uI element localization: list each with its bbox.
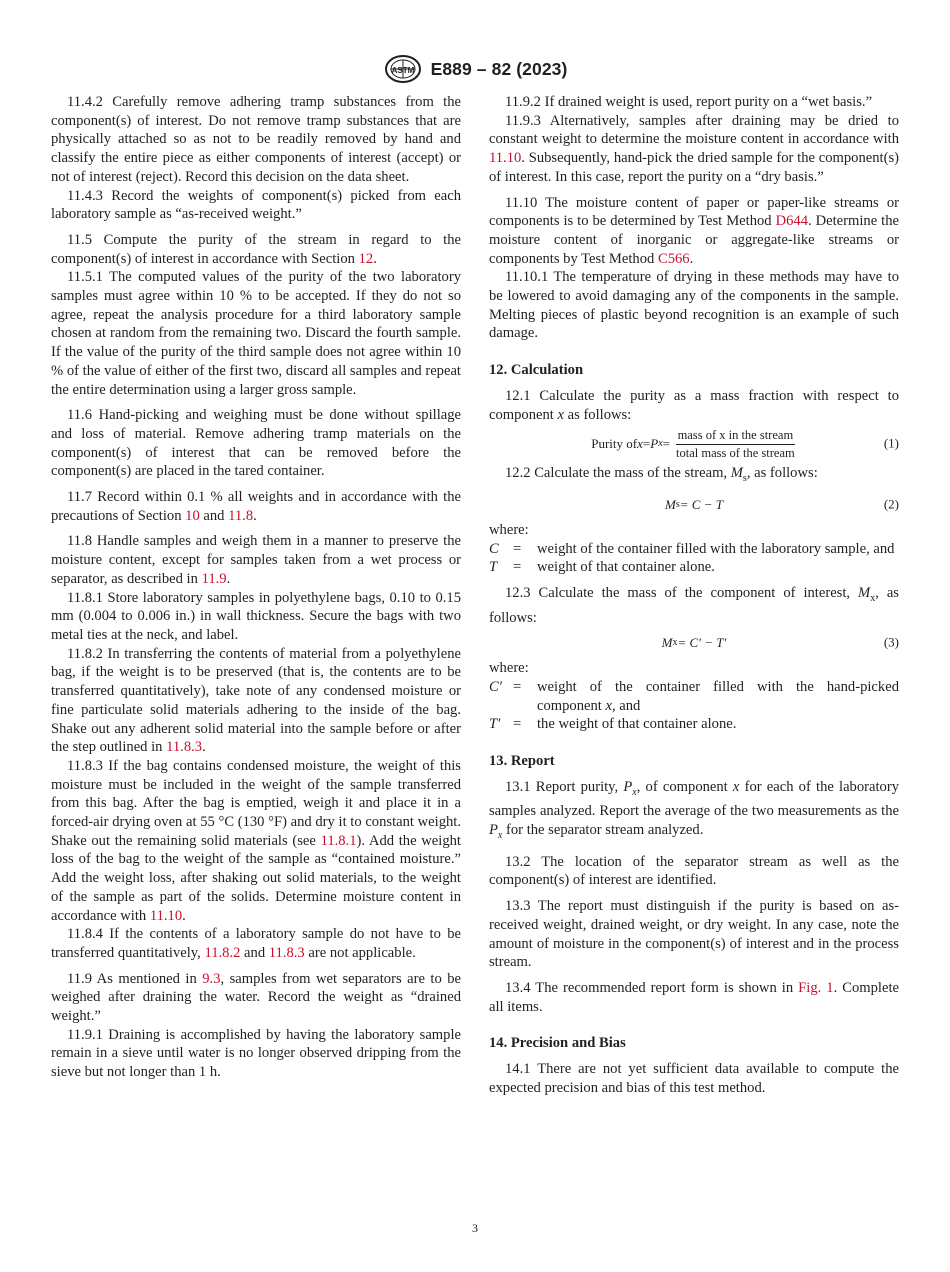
para-11-9-2: 11.9.2 If drained weight is used, report purity on a “wet basis.” xyxy=(505,94,873,110)
para-11-9-1: 11.9.1 Draining is accomplished by having the laboratory sample remain in a sieve until water is no longer observed dripping from the sieve but not longer than 1 h. xyxy=(51,1026,461,1081)
para-11-7: 11.7 Record within 0.1 % all weights and in accordance with the precautions of Section 10 and 11.8. xyxy=(51,489,461,524)
para-11-6: 11.6 Hand-picking and weighing must be done without spillage and loss of material. Remove adhering tramp materials on the component(s) of interest that can be removed before the component(s) are placed in the tared container. xyxy=(51,407,461,480)
link-11-8[interactable]: 11.8 xyxy=(228,507,254,524)
link-11-8-2[interactable]: 11.8.2 xyxy=(204,944,241,961)
para-11-9-3: 11.9.3 Alternatively, samples after draining may be dried to constant weight to determine the moisture content in accordance with 11.10. Subsequently, hand-pick the dried sample for the component(s) of interest. In this case, report the purity on a “dry basis.” xyxy=(489,112,899,185)
astm-logo-icon xyxy=(383,54,423,84)
para-11-9: 11.9 As mentioned in 9.3, samples from wet separators are to be weighed after draining the water. Record the weight as “drained weight.” xyxy=(51,970,461,1025)
page-header xyxy=(0,54,950,84)
where-item: T′ = the weight of that container alone. xyxy=(489,716,737,733)
link-11-9[interactable]: 11.9 xyxy=(201,570,227,587)
link-c566[interactable]: C566 xyxy=(657,250,690,267)
link-11-10-b[interactable]: 11.10 xyxy=(489,150,522,167)
para-11-10-1: 11.10.1 The temperature of drying in these methods may have to be lowered to avoid damaging any of the components in the sample. Melting pieces of plastic beyond recognition is an example of such damage. xyxy=(489,269,899,342)
para-11-8-1: 11.8.1 Store laboratory samples in polyethylene bags, 0.10 to 0.15 mm (0.004 to 0.006 in.) in wall thickness. Secure the bags with two metal ties at the neck, and label. xyxy=(51,589,461,643)
link-11-8-3-b[interactable]: 11.8.3 xyxy=(268,944,305,961)
link-11-10[interactable]: 11.10 xyxy=(149,907,183,924)
para-13-2: 13.2 The location of the separator stream as well as the component(s) of interest are identified. xyxy=(489,853,899,889)
where-item: C′ = weight of the container filled with the hand-picked component x, and xyxy=(489,678,899,714)
para-11-4-2: 11.4.2 Carefully remove adhering tramp substances from the component(s) of interest. Do not remove tramp substances that are physically attached so as not to be readily removed by hand and classify the entire piece as either components of interest (accept) or not of interest (reject). Record this decision on the data sheet. xyxy=(51,94,461,185)
equation-3-number: (3) xyxy=(883,634,899,650)
section-12-heading: 12. Calculation xyxy=(489,362,584,379)
link-11-8-1[interactable]: 11.8.1 xyxy=(320,832,357,849)
para-11-10: 11.10 The moisture content of paper or paper-like streams or components is to be determined by Test Method D644. Determine the moisture content of inorganic or aggregate-like streams or components by Test Method C566. xyxy=(489,194,899,267)
where-item: T = weight of that container alone. xyxy=(489,559,715,576)
where-list-2 xyxy=(489,678,899,734)
para-11-5: 11.5 Compute the purity of the stream in regard to the component(s) of interest in accordance with Section 12. xyxy=(51,231,461,267)
para-12-1: 12.1 Calculate the purity as a mass fraction with respect to component x as follows: xyxy=(489,387,899,423)
para-11-5-1: 11.5.1 The computed values of the purity of the two laboratory samples must agree within 10 % to be accepted. If they do not so agree, repeat the analysis procedure for a third laboratory sample chosen at random from the remaining two. Discard the fourth sample. If the value of the purity of the third sample does not agree within 10 % of the value of either of the first two, discard all samples and repeat the entire determination using a larger gross sample. xyxy=(51,269,461,398)
para-11-8-3: 11.8.3 If the bag contains condensed moisture, the weight of this moisture must be included in the weight of the sample transferred from this bag. After the bag is emptied, weigh it and place it in a forced-air drying oven at 55 °C (130 °F) and dry it to constant weight. Shake out the remaining solid materials (see 11.8.1). Add the weight loss of the bag to the weight of the sample as “contained moisture.” Add the weight loss, after shaking out solid materials, to the weight of the sample as part of the solids. Determine moisture content in accordance with 11.10. xyxy=(51,757,461,924)
section-14-heading: 14. Precision and Bias xyxy=(489,1035,626,1052)
where-label-1: where: xyxy=(489,521,529,538)
where-item: C = weight of the container filled with the laboratory sample, and xyxy=(489,540,895,557)
svg-text:ASTM: ASTM xyxy=(391,66,414,75)
where-list-1 xyxy=(489,540,899,577)
para-12-3: 12.3 Calculate the mass of the component of interest, $M_x$, as follows: xyxy=(489,584,899,626)
link-11-8-3[interactable]: 11.8.3 xyxy=(166,739,203,756)
where-label-2: where: xyxy=(489,660,529,677)
left-column xyxy=(51,93,461,1082)
para-11-8-2: 11.8.2 In transferring the contents of material from a polyethylene bag, if the weight is to be preserved (that is, the contents are to be transferred quantitatively), take note of any condensed moisture or fine particulate solid materials adhering to the inside of the bag. Shake out any adherent solid material into the sample before or after the step outlined in 11.8.3. xyxy=(51,645,461,756)
para-13-4: 13.4 The recommended report form is shown in Fig. 1. Complete all items. xyxy=(489,979,899,1015)
right-column xyxy=(489,93,899,1097)
para-11-8-4: 11.8.4 If the contents of a laboratory sample do not have to be transferred quantitatively, 11.8.2 and 11.8.3 are not applicable. xyxy=(51,926,461,961)
para-13-3: 13.3 The report must distinguish if the purity is based on as-received weight, drained weight, or dry weight. In any case, note the amount of moisture in the component(s) of interest and in the process stream. xyxy=(489,898,899,971)
equation-1: Purity of x = P x = $\frac{\text{mass of x in the stream}}{\text{total mass of the stream}}$ (1) xyxy=(591,427,899,460)
link-d644[interactable]: D644 xyxy=(775,213,808,230)
link-9-3[interactable]: 9.3 xyxy=(202,970,221,987)
standard-designation: E889 – 82 (2023) xyxy=(430,58,568,79)
link-section-10[interactable]: 10 xyxy=(185,507,200,524)
page-number: 3 xyxy=(472,1221,478,1235)
equation-3: M x = C′ − T′ (3) xyxy=(489,627,899,659)
link-section-12[interactable]: 12 xyxy=(358,250,374,267)
equation-2-number: (2) xyxy=(883,496,899,512)
para-13-1: 13.1 Report purity, $P_x$, of component x for each of the laboratory samples analyzed. Report the average of the two measurements as the $P_x$ for the separator stream analyzed. xyxy=(489,778,899,842)
equation-1-number: (1) xyxy=(883,435,899,451)
para-12-2: 12.2 Calculate the mass of the stream, $M_s$, as follows: xyxy=(505,465,818,485)
para-11-8: 11.8 Handle samples and weigh them in a manner to preserve the moisture content, except for samples taken from a wet process or separator, as described in 11.9. xyxy=(51,533,461,587)
section-13-heading: 13. Report xyxy=(489,753,555,770)
para-11-4-3: 11.4.3 Record the weights of component(s) picked from each laboratory sample as “as-received weight.” xyxy=(51,187,461,223)
equation-2: M s = C − T (2) xyxy=(489,489,899,521)
para-14-1: 14.1 There are not yet sufficient data available to compute the expected precision and bias of this test method. xyxy=(489,1061,899,1096)
link-fig-1[interactable]: Fig. 1 xyxy=(798,979,834,996)
